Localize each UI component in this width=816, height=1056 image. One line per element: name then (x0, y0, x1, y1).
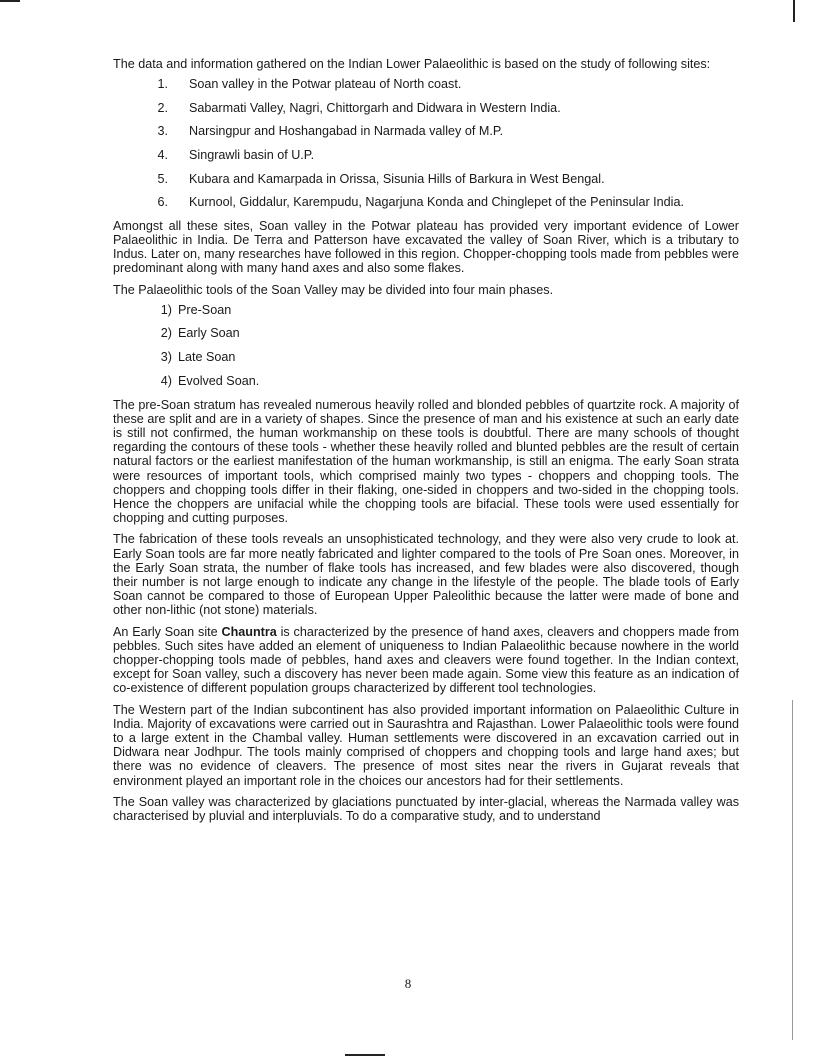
list-item: 2. Sabarmati Valley, Nagri, Chittorgarh and Didwara in Western India. (157, 100, 561, 115)
intro-paragraph: The data and information gathered on the Indian Lower Palaeolithic is based on the study of following sites: (113, 57, 711, 71)
list-item: 5. Kubara and Kamarpada in Orissa, Sisunia Hills of Barkura in West Bengal. (157, 171, 605, 186)
pre-soan-paragraph: The pre-Soan stratum has revealed numerous heavily rolled and blonded pebbles of quartzite rock. A majority of these are split and are in a variety of shapes. Since the presence of man and his existence at such an early date is still not confirmed, the human workmanship on these tools is doubtful. There are many schools of thought regarding the contours of these tools - whether these heavily rolled and blunted pebbles are the result of certain natural factors or the earliest manifestation of the human workmanship, is still an enigma. The early Soan strata were resources of important tools, which comprised mainly two types - choppers and chopping tools. The choppers and chopping tools differ in their flaking, one-sided in choppers and two-sided in the chopping tools. Hence the choppers are unifacial while the chopping tools are bifacial. These tools were used essentially for chopping and cutting purposes. (113, 397, 739, 526)
soan-valley-paragraph: Amongst all these sites, Soan valley in the Potwar plateau has provided very important evidence of Lower Palaeolithic in India. De Terra and Patterson have excavated the valley of Soan River, which is a tributary to Indus. Later on, many researches have followed in this region. Chopper-chopping tools made from pebbles were predominant along with many hand axes and also some flakes. (113, 218, 739, 276)
list-item: 4) Evolved Soan. (160, 373, 260, 388)
list-item: 3. Narsingpur and Hoshangabad in Narmada valley of M.P. (157, 124, 504, 139)
fabrication-paragraph: The fabrication of these tools reveals an unsophisticated technology, and they were also very crude to look at. Early Soan tools are far more neatly fabricated and lighter compared to the tools of Pre Soan ones. Moreover, in the Early Soan strata, the number of flake tools has increased, and few blades were also discovered, though their number is not large enough to indicate any change in the lifestyle of the people. The blade tools of Early Soan cannot be compared to those of European Upper Paleolithic because the latter were made of bone and other non-lithic (not stone) materials. (113, 532, 739, 618)
phases-list (113, 303, 739, 388)
list-item: 1. Soan valley in the Potwar plateau of North coast. (157, 77, 462, 92)
list-item: 4. Singrawli basin of U.P. (157, 147, 315, 162)
phases-intro: The Palaeolithic tools of the Soan Valley may be divided into four main phases. (113, 282, 554, 297)
list-item: 1) Pre-Soan (160, 302, 232, 317)
western-india-paragraph: The Western part of the Indian subcontinent has also provided important information on Palaeolithic Culture in India. Majority of excavations were carried out in Saurashtra and Rajasthan. Lower Palaeolithic tools were found to a large extent in the Chambal valley. Human settlements were discovered in an excavation carried out in Didwara near Jodhpur. The tools mainly comprised of choppers and chopping tools and large hand axes; but there was no evidence of cleavers. The presence of most sites near the rivers in Gujarat reveals that environment played an important role in the choices our ancestors had for their settlements. (113, 702, 739, 788)
list-item: 2) Early Soan (160, 326, 240, 341)
sites-list (113, 77, 739, 209)
chauntra-site-name: Chauntra (221, 624, 277, 639)
list-item: 6. Kurnool, Giddalur, Karempudu, Nagarjuna Konda and Chinglepet of the Peninsular India. (157, 195, 684, 210)
scan-edge-mark-top-left (0, 0, 20, 2)
narmada-paragraph: The Soan valley was characterized by glaciations punctuated by inter-glacial, whereas the Narmada valley was characterised by pluvial and interpluvials. To do a comparative study, and to understand (113, 794, 739, 824)
scan-edge-mark-top-right (793, 0, 795, 22)
page-number: 8 (404, 976, 412, 991)
document-page (113, 57, 739, 830)
chauntra-paragraph: An Early Soan site Chauntra is characterized by the presence of hand axes, cleavers and choppers made from pebbles. Such sites have added an element of uniqueness to Indian Palaeolithic because nowhere in the world chopper-chopping tools made of pebbles, hand axes and cleavers were found together. In the Indian context, except for Soan valley, such a discovery has never been made again. Some view this feature as an indication of co-existence of different population groups characterized by different tool technologies. (113, 624, 739, 696)
list-item: 3) Late Soan (160, 350, 236, 365)
